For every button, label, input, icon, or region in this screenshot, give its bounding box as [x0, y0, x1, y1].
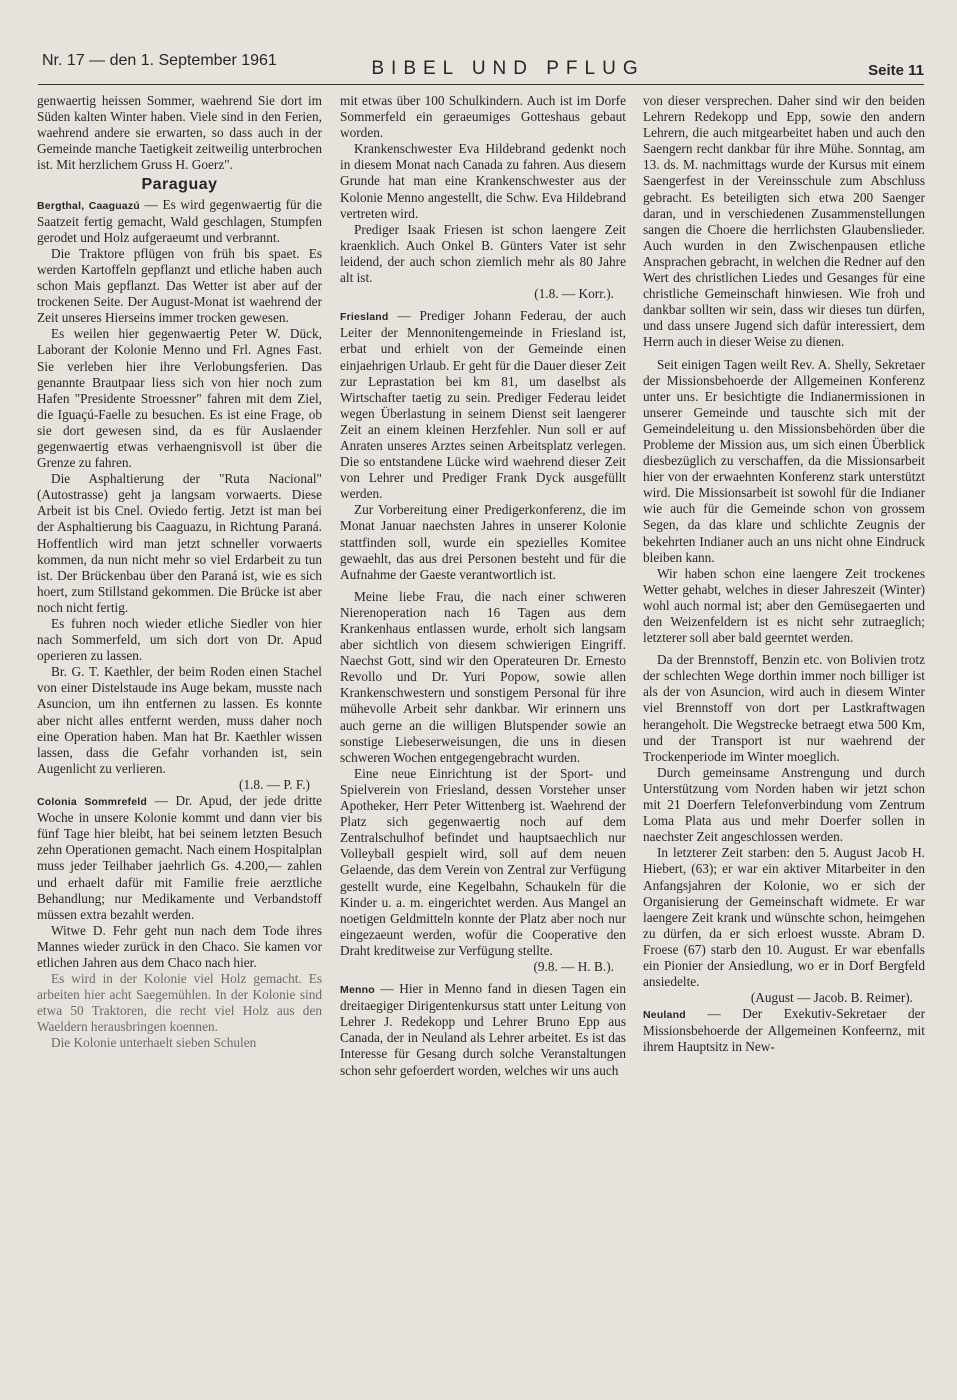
- page-number: Seite 11: [868, 62, 924, 79]
- report-text: — Dr. Apud, der jede dritte Woche in unsere Kolonie kommt und dann vier bis fünf Tage hier bleibt, hat bei seinem letzten Besuch zehn Operationen gemacht. Nach einem Hospitalplan muss jeder Teilhaber jaehrlich Gs. 4.200,— zahlen und erhaelt dafür mit Familie freie aerztliche Behandlung; nur Medikamente und Verbandstoff müssen extra bezahlt werden.: [37, 793, 322, 922]
- column-2: [340, 93, 626, 1383]
- paragraph: Prediger Isaak Friesen ist schon laengere Zeit kraenklich. Auch Onkel B. Günters Vater ist sehr leidend, der auch schon ziemlich mehr als 80 Jahre alt ist.: [340, 221, 626, 286]
- report-neuland: [643, 1006, 925, 1055]
- paragraph: Krankenschwester Eva Hildebrand gedenkt noch in diesem Monat nach Canada zu fahren. Aus diesem Grunde hat man eine Krankenschwester aus der Kolonie Menno angestellt, die Schw. Eva Hildebrand vertreten wird.: [340, 141, 626, 221]
- signature: (1.8. — P. F.): [239, 776, 310, 792]
- report-text: — Hier in Menno fand in diesen Tagen ein dreitaegiger Dirigentenkursus statt unter Leitung von Lehrer J. Redekopp und Lehrer Bruno Epp aus Canada, der in Neuland als Lehrer arbeitet. Es ist das Interesse für Gesang durch solche Veranstaltungen schon sehr gefoerdert worden, welches wir uns auch: [340, 981, 626, 1078]
- paragraph: von dieser versprechen. Daher sind wir den beiden Lehrern Redekopp und Epp, sowie den andern Lehrern, die auch mitgearbeitet haben und auch den Saengern recht dankbar für ihre Mühe. Sonntag, am 13. ds. M. nachmittags wurde der Kursus mit einem Saengerfest in der Vereinsschule zum Abschluss gebracht. Es beteiligten sich etwa 200 Saenger daran, und in verschiedenen Zusammenstellungen sangen die Choere die herrlichsten Glaubenslieder. Auch wurden in den Zwischenpausen etliche Ansprachen gebracht, in welchen die Redner auf den Wert des christlichen Liedes und Gesanges für eine christliche Gemeinschaft hinwiesen. Wie froh und dankbar sollten wir sein, dass wir dieses tun dürfen, und dass unsere Jugend sich dafür interessiert, dem Herrn auch in dieser Weise zu dienen.: [643, 93, 925, 350]
- paragraph: Wir haben schon eine laengere Zeit trockenes Wetter gehabt, welches in dieser Jahreszeit (Winter) wohl auch normal ist; aber den Gemüsegaerten und den Weizenfeldern ist es nicht sehr zutraeglich; letzterer soll aber bald geerntet werden.: [643, 565, 925, 646]
- column-3: [643, 93, 925, 1383]
- signature: (1.8. — Korr.).: [534, 286, 614, 302]
- section-heading-paraguay: Paraguay: [141, 176, 218, 194]
- paragraph: Eine neue Einrichtung ist der Sport- und Spielverein von Friesland, dessen Vorsteher unser Apotheker, Herr Peter Wittenberg ist. Waehrend der Platz sich gegenwaertig noch auf dem Zentralschulhof befindet und hauptsaechlich nur Volleyball gespielt wird, soll auf dem neuen Gelaende, das dem Verein von Zentral zur Verfügung gestellt wurde, eine Kegelbahn, Schaukeln für die Kinder u. a. m. eingerichtet werden. Aus Mangel an noetigen Geldmitteln konnte der Platz aber noch nur eingezaeunt werden, wofür die Cooperative den Draht kreditweise zur Verfügung stellte.: [340, 765, 626, 958]
- place-name: Bergthal, Caaguazú: [37, 199, 140, 212]
- report-menno: [340, 981, 626, 1079]
- header-rule: [38, 84, 924, 85]
- signature: (9.8. — H. B.).: [533, 958, 614, 974]
- column-1: [37, 93, 322, 1383]
- paragraph: Witwe D. Fehr geht nun nach dem Tode ihres Mannes wieder zurück in den Chaco. Sie kamen vor etlichen Jahren aus dem Chaco nach hier.: [37, 922, 322, 970]
- report-friesland: [340, 308, 626, 502]
- place-name: Friesland: [340, 311, 389, 324]
- page-header: [38, 52, 924, 86]
- signature: (August — Jacob. B. Reimer).: [750, 990, 913, 1006]
- paragraph: genwaertig heissen Sommer, waehrend Sie dort im Süden kalten Winter haben. Viele sind in den Ferien, waehrend andere sie erwarten, so dass auch in der Gemeinde manche Taetigkeit zeitweilig unterbrochen ist. Mit herzlichem Gruss H. Goerz".: [37, 93, 322, 173]
- paragraph: In letzterer Zeit starben: den 5. August Jacob H. Hiebert, (63); er war ein aktiver Mitarbeiter in den Anfangsjahren der Kolonie, wo er sich der Organisierung der Gemeinschaft widmete. Er war laengere Zeit krank und wünschte schon, heimgehen zu dürfen, da er sich erloest wusste. Abram D. Froese (67) starb den 10. August. Er war ebenfalls ein Pionier der Ansiedlung, wo er in Dorf Bergfeld ansiedelte.: [643, 845, 925, 990]
- paragraph: Es weilen hier gegenwaertig Peter W. Dück, Laborant der Kolonie Menno und Frl. Agnes Fast. Sie verleben hier ihre Verlobungsferien. Das genannte Brautpaar liess sich von hier noch zum Hafen "Presidente Stroessner" fahren mit dem Ziel, die Iguaçú-Faelle zu besuchen. Es ist eine Frage, ob sie dort gewesen sind, da es für Auslaender gegenwaertig etwas verhaengnisvoll ist über die Grenze zu fahren.: [37, 326, 322, 471]
- report-bergthal: [37, 197, 322, 246]
- newspaper-title: BIBEL UND PFLUG: [371, 58, 645, 79]
- paragraph: Es wird in der Kolonie viel Holz gemacht. Es arbeiten hier acht Saegemühlen. In der Kolonie sind etwa 50 Traktoren, die recht viel Holz aus den Waeldern herausbringen koennen.: [37, 971, 322, 1035]
- report-text: — Prediger Johann Federau, der auch Leiter der Mennonitengemeinde in Friesland ist, erbat und erhielt von der Gemeinde einen einjaehrigen Urlaub. Er geht für die Dauer dieser Zeit zur Leprastation bei km 81, um daselbst als Wirtschafter taetig zu sein. Prediger Federau leidet wegen Überlastung in seinem Dienst seit laengerer Zeit an einem kleinen Herzfehler. Nun soll er auf Anraten unseres Arztes seinen Arbeitsplatz verlegen. Die so entstandene Lücke wird waehrend dieser Zeit von Lehrer und Prediger Frank Dyck ausgefüllt werden.: [340, 308, 626, 502]
- paragraph: mit etwas über 100 Schulkindern. Auch ist im Dorfe Sommerfeld ein geraeumiges Gotteshaus gebaut worden.: [340, 93, 626, 141]
- report-text: — Der Exekutiv-Sekretaer der Missionsbehoerde der Allgemeinen Konfeernz, mit ihrem Hauptsitz in New-: [643, 1006, 925, 1055]
- paragraph: Die Kolonie unterhaelt sieben Schulen: [51, 1035, 257, 1051]
- paragraph: Da der Brennstoff, Benzin etc. von Bolivien trotz der schlechten Wege dorthin immer noch billiger ist als der von Asuncion, wird auch in diesem Winter viel Brennstoff von dort per Lastkraftwagen herangeholt. Die Wegstrecke betraegt etwa 500 Km, und der Transport ist nur waehrend der Trockenperiode im Winter moeglich.: [643, 652, 925, 764]
- report-text: — Es wird gegenwaertig für die Saatzeit fertig gemacht, Wald geschlagen, Stumpfen gerodet und Holz aufgeraeumt und verbrannt.: [37, 196, 322, 245]
- issue-date: Nr. 17 — den 1. September 1961: [42, 52, 277, 69]
- paragraph: Zur Vorbereitung einer Predigerkonferenz, die im Monat Januar naechsten Jahres in unserer Kolonie stattfinden soll, wurde ein spezielles Komitee gewaehlt, das aus drei Personen besteht und für die Aufnahme der Gaeste verantwortlich ist.: [340, 502, 626, 582]
- paragraph: Br. G. T. Kaethler, der beim Roden einen Stachel von einer Distelstaude ins Auge bekam, musste nach Asuncion, um ihn entfernen zu lassen. Es konnte aber nicht alles entfernt werden, muss daher noch eine Operation haben. Man hat Br. Kaethler wissen lassen, dass die Gefahr vorhanden ist, sein Augenlicht zu verlieren.: [37, 664, 322, 776]
- paragraph: Durch gemeinsame Anstrengung und durch Unterstützung vom Norden haben wir jetzt schon mit 21 Doerfern Telefonverbindung vom Zentrum Loma Plata aus und mehr Doerfer sollen in naechster Zeit angeschlossen werden.: [643, 764, 925, 845]
- paragraph: Die Traktore pflügen von früh bis spaet. Es werden Kartoffeln gepflanzt und etliche haben auch schon Mais gepflanzt. Das Wetter ist aber auf der trockenen Seite. Der August-Monat ist waehrend der Zeit unseres Hierseins immer trocken gewesen.: [37, 245, 322, 326]
- place-name: Menno: [340, 984, 375, 997]
- paragraph: Es fuhren noch wieder etliche Siedler von hier nach Sommerfeld, um sich dort von Dr. Apud operieren zu lassen.: [37, 616, 322, 664]
- report-sommrefeld: [37, 793, 322, 923]
- paragraph: Meine liebe Frau, die nach einer schweren Nierenoperation nach 16 Tagen aus dem Krankenhaus entlassen wurde, erholt sich langsam aber sichtlich von diesem schwierigen Eingriff. Naechst Gott, sind wir den Operateuren Dr. Ernesto Revollo und Dr. Yuri Popow, sowie allen Krankenschwestern und sonstigem Personal für ihre mühevolle Arbeit sehr dankbar. Wir erinnern uns auch gerne an die willigen Blutspender sowie an sonstige Liebeserweisungen, die uns in diesen schweren Wochen entgegengebracht wurden.: [340, 588, 626, 765]
- paragraph: Seit einigen Tagen weilt Rev. A. Shelly, Sekretaer der Missionsbehoerde der Allgemeinen Konferenz unter uns. Er besichtigte die Indianermissionen in unserer Gemeinde und tauschte sich mit der Gemeindeleitung u. den Missionsbehörden über die Probleme der Mission aus, um sich einen Überblick diesbezüglich zu verschaffen, da die Missionsarbeit hier von der erwaehnten Konferenz stark unterstützt wird. Die Missionsarbeit ist sowohl für die Indianer wie auch für die Gemeinde schon von grossem Segen, da das klare und schlichte Zeugnis der bekehrten Indianer auch an uns nicht ohne Eindruck bleiben kann.: [643, 356, 925, 565]
- place-name: Neuland: [643, 1009, 686, 1022]
- place-name: Colonia Sommrefeld: [37, 796, 147, 809]
- paragraph: Die Asphaltierung der "Ruta Nacional" (Autostrasse) geht ja langsam vorwaerts. Diese Arbeit ist bis Cnel. Oviedo fertig. Jetzt ist man bei der Asphaltierung bis Caaguazu, in Richtung Paraná. Hoffentlich wird man jetzt schneller vorwaerts kommen, da nun nicht mehr so viel Erdarbeit zu tun ist. Der Brückenbau über den Paraná ist, wie es sich hoert, zum Stillstand gekommen. Die Brücke ist aber noch nicht fertig.: [37, 471, 322, 615]
